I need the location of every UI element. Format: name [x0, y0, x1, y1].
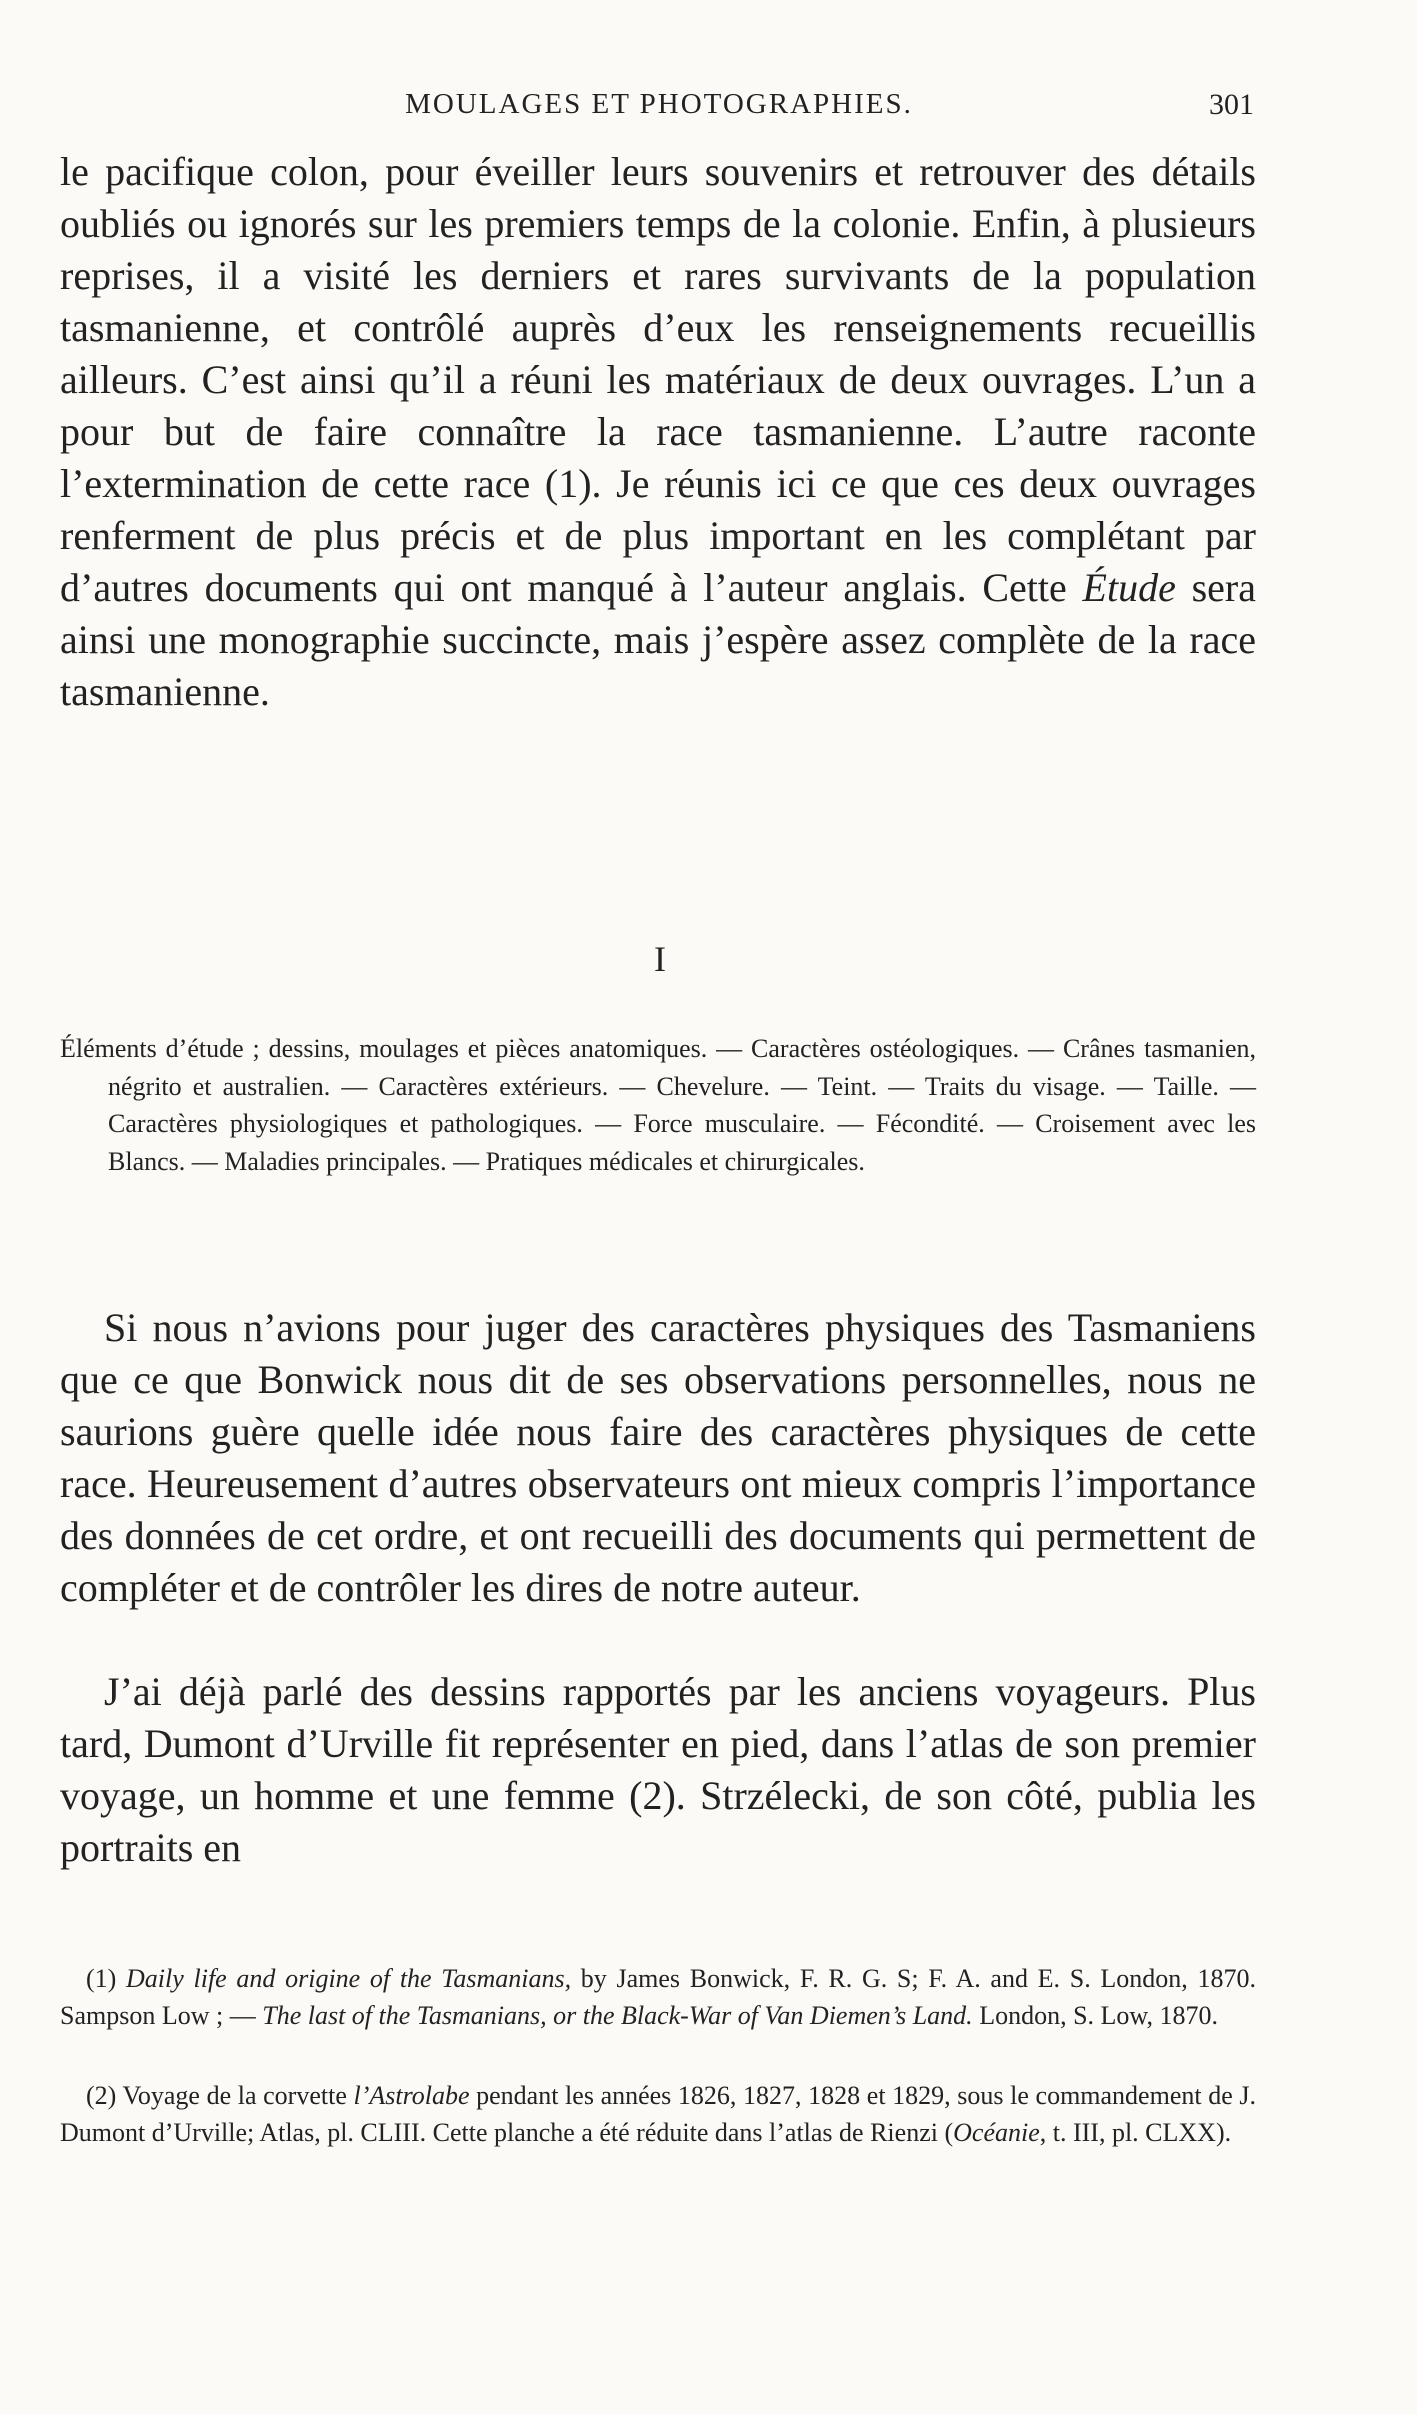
paragraph-body-1: Si nous n’avions pour juger des caractères physiques des Tasmaniens que ce que Bonwick nous dit de ses observations personnelles, nous ne saurions guère quelle idée nous faire des caractères physiques de cette race. Heureusement d’autres observateurs ont mieux compris l’importance des données de cet ordre, et ont recueilli des documents qui permettent de compléter et de contrôler les dires de notre auteur. [60, 1305, 1256, 1610]
footnote-1-middle: by James Bonwick, F. R. G. S; F. A. and E. S. London, 1870. Sampson Low ; — [60, 1964, 1256, 2030]
section-summary: Éléments d’étude ; dessins, moulages et pièces anatomiques. — Caractères ostéologiques. — Crânes tasmanien, négrito et australien. — Caractères extérieurs. — Chevelure. — Teint. — Traits du visage. — Taille. — Caractères physiologiques et pathologiques. — Force musculaire. — Fécondité. — Croisement avec les Blancs. — Maladies principales. — Pratiques médicales et chirurgicales. [60, 1034, 1256, 1176]
page-number: 301 [1209, 88, 1254, 121]
footnote-2-reference: Océanie [953, 2118, 1040, 2147]
running-header [64, 88, 1254, 132]
footnote-2-end: , t. III, pl. CLXX). [1039, 2118, 1232, 2147]
footnote-1-end: London, S. Low, 1870. [972, 2001, 1218, 2030]
footnote-2-start: (2) Voyage de la corvette [86, 2081, 354, 2110]
paragraph-intro [60, 146, 1256, 718]
footnote-2-ship: l’Astrolabe [353, 2081, 470, 2110]
footnote-2 [60, 2077, 1256, 2151]
running-title: MOULAGES ET PHOTOGRAPHIES. [405, 88, 913, 120]
paragraph-body-2: J’ai déjà parlé des dessins rapportés par les anciens voyageurs. Plus tard, Dumont d’Urville fit représenter en pied, dans l’atlas de son premier voyage, un homme et une femme (2). Strzélecki, de son côté, publia les portraits en [60, 1669, 1256, 1870]
paragraph-intro-text: le pacifique colon, pour éveiller leurs souvenirs et retrouver des détails oubliés ou ignorés sur les premiers temps de la colonie. Enfin, à plusieurs reprises, il a visité les derniers et rares survivants de la population tasmanienne, et contrôlé auprès d’eux les renseignements recueillis ailleurs. C’est ainsi qu’il a réuni les matériaux de deux ouvrages. L’un a pour but de faire connaître la race tasmanienne. L’autre raconte l’extermination de cette race (1). Je réunis ici ce que ces deux ouvrages renferment de plus précis et de plus important en les complétant par d’autres documents qui ont manqué à l’auteur anglais. Cette [60, 149, 1256, 610]
footnote-1 [60, 1960, 1256, 2034]
paragraph-intro-italic: Étude [1082, 565, 1176, 610]
footnote-1-title-1: Daily life and origine of the Tasmanians, [126, 1964, 572, 1993]
footnote-1-number: (1) [86, 1964, 127, 1993]
footnote-1-title-2: The last of the Tasmanians, or the Black-War of Van Diemen’s Land. [262, 2001, 973, 2030]
paragraph-intro-end: sera ainsi une monographie succincte, mais j’espère assez complète de la race tasmanienne. [60, 565, 1256, 714]
footnote-2-middle: pendant les années 1826, 1827, 1828 et 1829, sous le commandement de J. Dumont d’Urville; Atlas, pl. CLIII. Cette planche a été réduite dans l’atlas de Rienzi ( [60, 2081, 1256, 2147]
section-number: I [654, 939, 666, 979]
